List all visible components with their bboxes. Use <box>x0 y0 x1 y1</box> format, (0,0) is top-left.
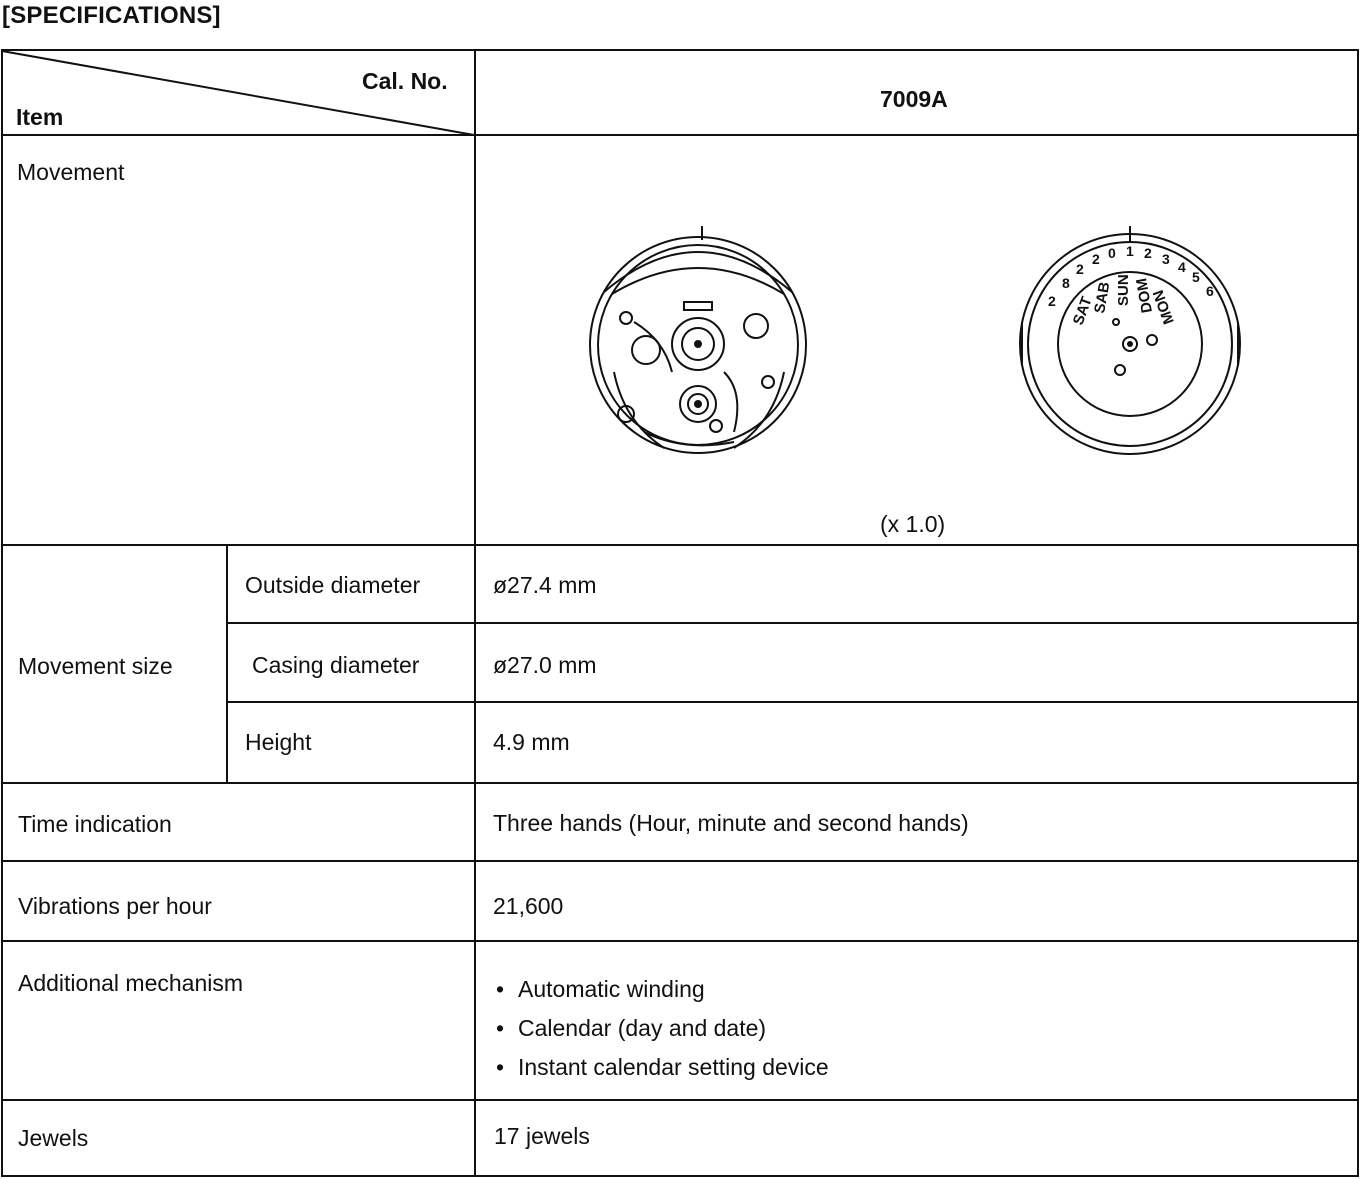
day-label: DOM <box>1133 276 1156 315</box>
list-item <box>496 1048 829 1087</box>
day-label: SAT <box>1069 294 1096 328</box>
height-label: Height <box>245 729 312 755</box>
date-numeral: 2 <box>1144 245 1152 261</box>
height-value: 4.9 mm <box>493 729 570 755</box>
day-label: MON <box>1149 287 1178 327</box>
date-numeral: 1 <box>1126 243 1134 259</box>
vibrations-label: Vibrations per hour <box>18 893 212 919</box>
date-numeral: 2 <box>1092 251 1100 267</box>
date-numeral: 8 <box>1062 275 1070 291</box>
outside-diameter-value: ø27.4 mm <box>493 572 597 598</box>
list-item-text: Calendar (day and date) <box>518 1015 767 1041</box>
additional-mechanism-label: Additional mechanism <box>18 970 244 996</box>
jewels-label: Jewels <box>18 1125 89 1151</box>
list-item <box>496 970 829 1009</box>
page-title: [SPECIFICATIONS] <box>2 2 221 29</box>
item-label: Item <box>16 104 64 130</box>
movement-calendar-illustration <box>1012 222 1252 462</box>
vibrations-value: 21,600 <box>493 893 564 919</box>
movement-front-illustration <box>584 222 814 462</box>
date-numeral: 0 <box>1108 245 1116 261</box>
date-numeral: 2 <box>1076 261 1084 277</box>
cal-no-value: 7009A <box>880 86 948 112</box>
movement-label: Movement <box>17 159 125 185</box>
time-indication-label: Time indication <box>18 811 172 837</box>
date-numeral: 3 <box>1162 251 1170 267</box>
time-indication-value: Three hands (Hour, minute and second hands) <box>493 810 969 836</box>
outside-diameter-label: Outside diameter <box>245 572 421 598</box>
casing-diameter-label: Casing diameter <box>252 652 420 678</box>
jewels-value: 17 jewels <box>494 1123 590 1149</box>
additional-mechanism-list <box>496 970 829 1087</box>
date-numeral: 6 <box>1206 283 1214 299</box>
scale-note: (x 1.0) <box>880 511 946 537</box>
list-item <box>496 1009 829 1048</box>
day-label: SUN <box>1115 274 1132 306</box>
list-item-text: Instant calendar setting device <box>518 1054 829 1080</box>
movement-size-label: Movement size <box>18 653 173 679</box>
date-numeral: 5 <box>1192 269 1200 285</box>
date-numeral: 2 <box>1048 293 1056 309</box>
day-label: SAB <box>1091 280 1114 315</box>
cal-no-label: Cal. No. <box>362 68 448 94</box>
date-numeral: 4 <box>1178 259 1186 275</box>
casing-diameter-value: ø27.0 mm <box>493 652 597 678</box>
list-item-text: Automatic winding <box>518 976 705 1002</box>
